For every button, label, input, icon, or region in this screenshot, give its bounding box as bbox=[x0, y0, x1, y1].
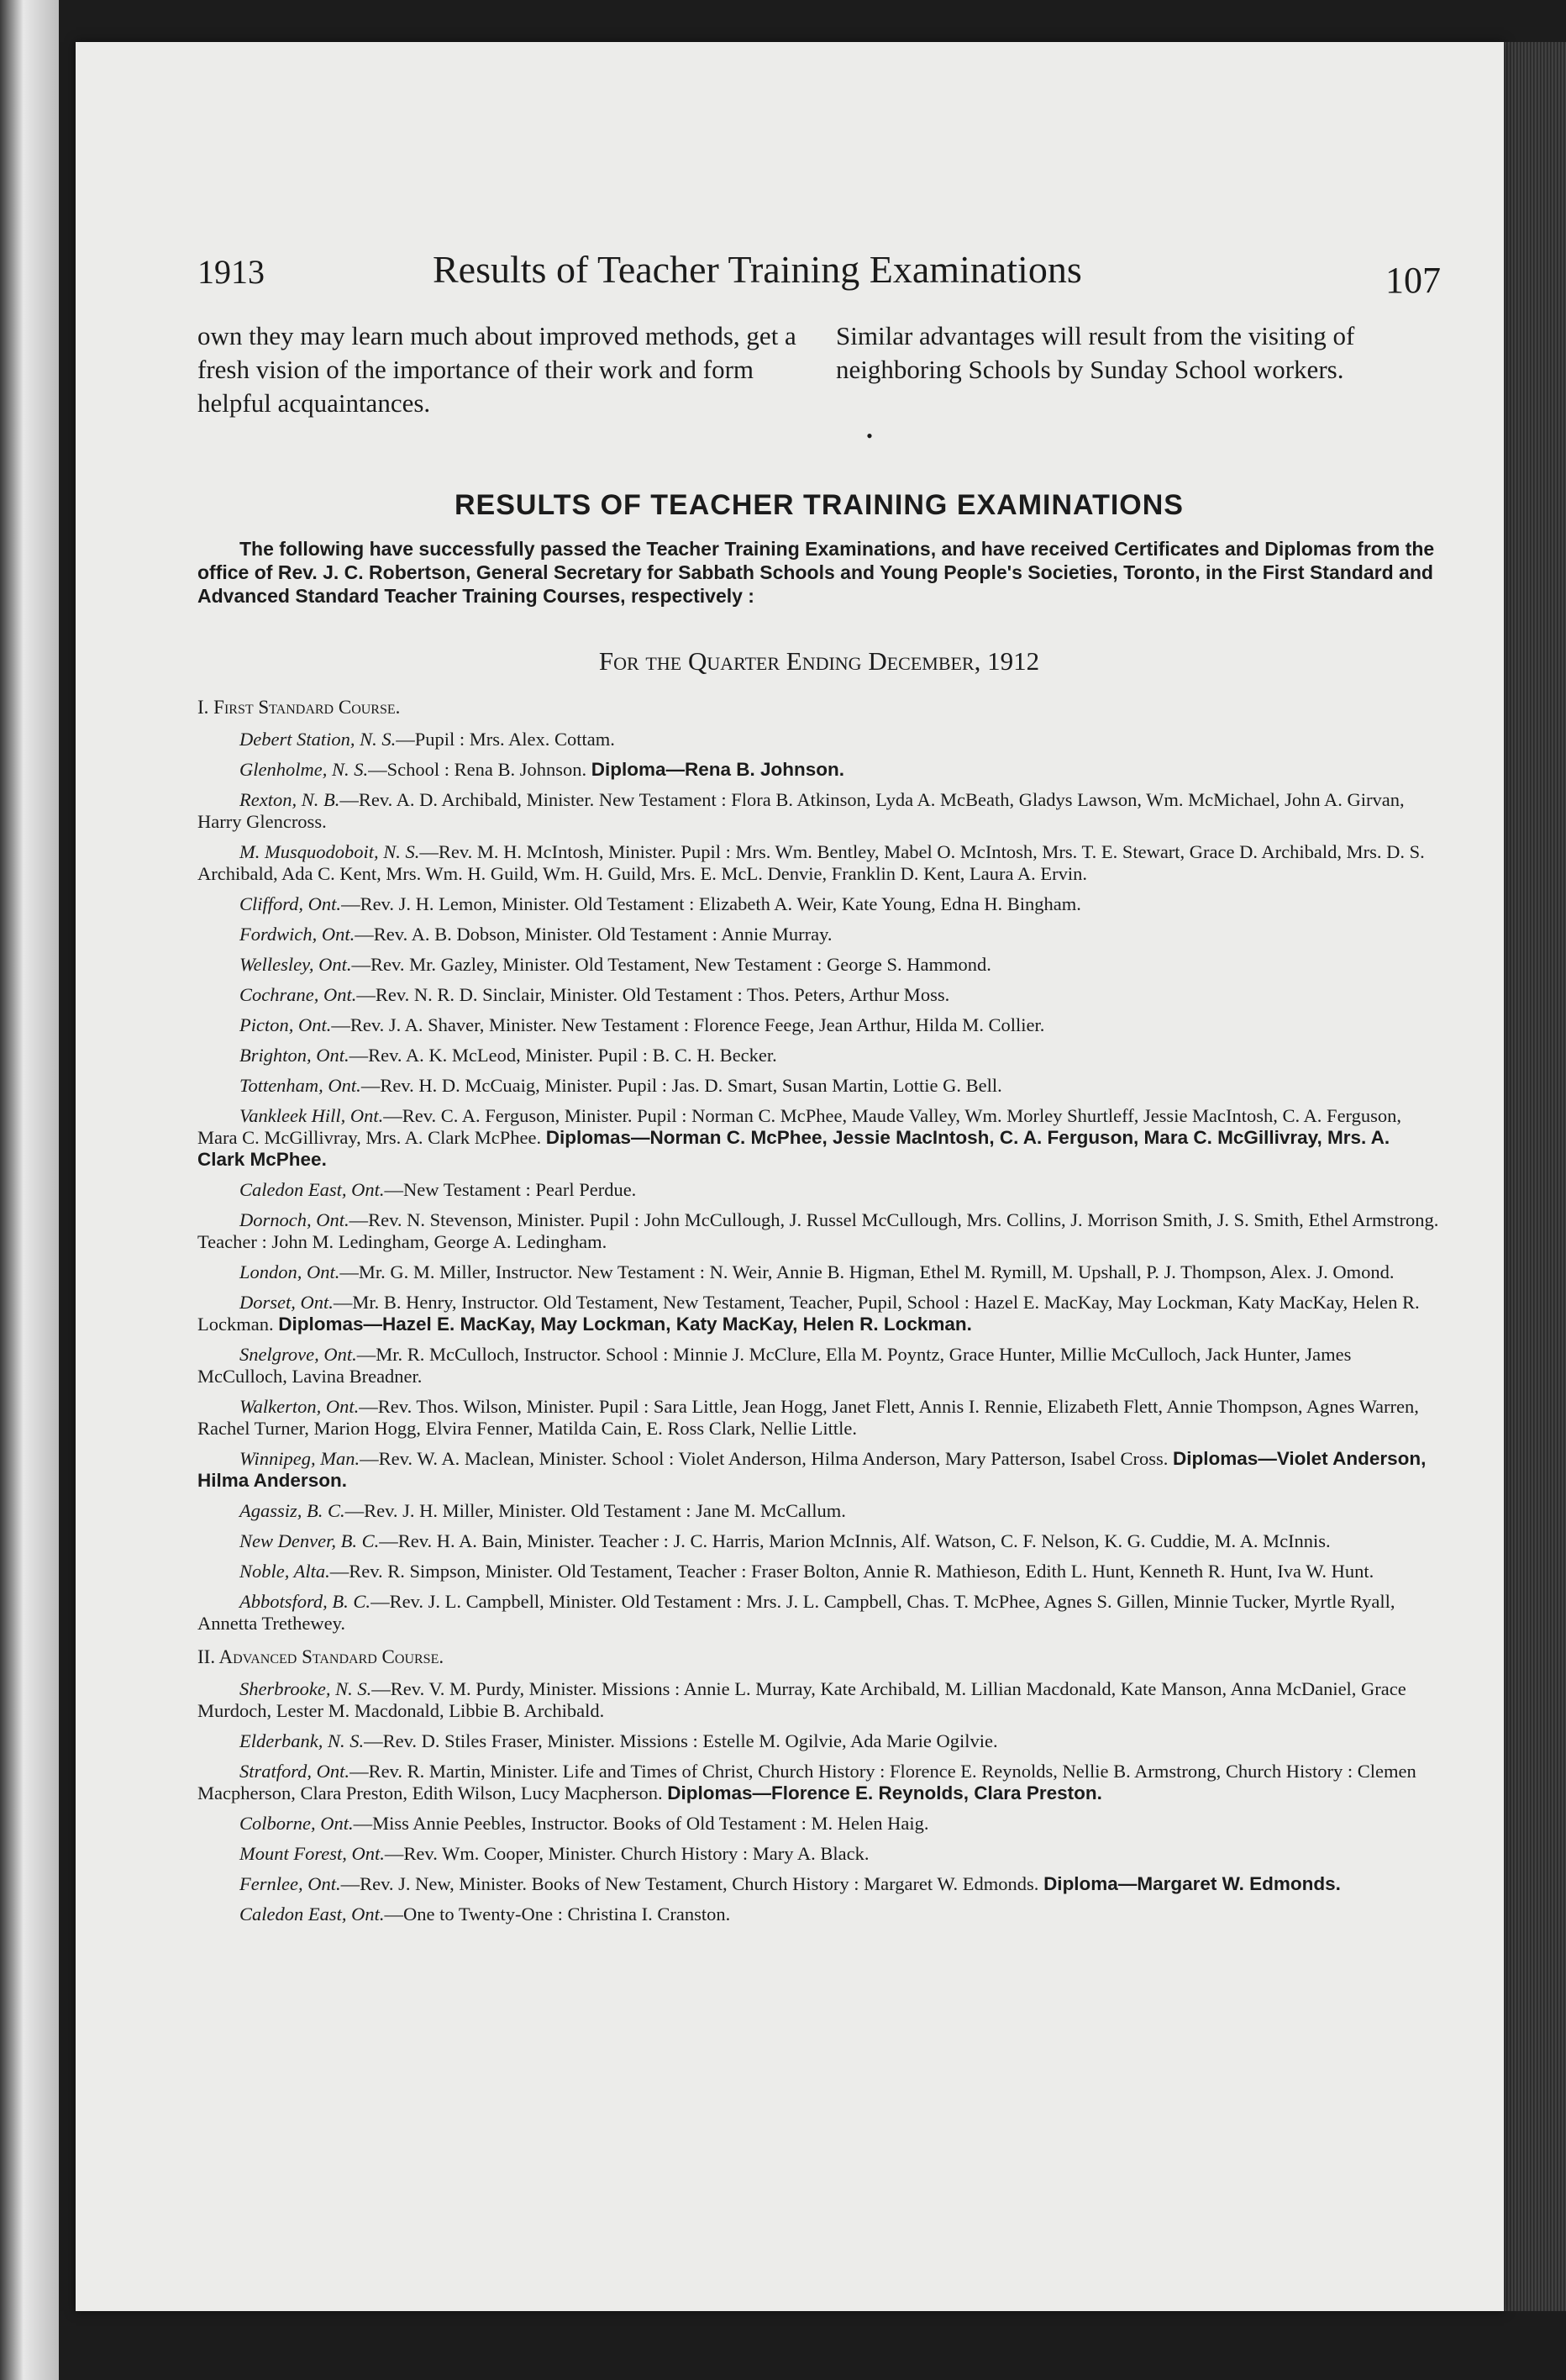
entry-place: London, Ont. bbox=[239, 1261, 340, 1282]
result-entry bbox=[197, 1396, 1441, 1440]
result-entry bbox=[197, 1261, 1441, 1283]
entry-text: —Pupil : Mrs. Alex. Cottam. bbox=[396, 729, 615, 750]
page-content bbox=[197, 244, 1441, 1934]
result-entry bbox=[197, 1813, 1441, 1835]
entry-place: M. Musquodoboit, N. S. bbox=[239, 841, 420, 862]
entry-place: Mount Forest, Ont. bbox=[239, 1843, 385, 1864]
entry-text: —Rev. N. R. D. Sinclair, Minister. Old Testament : Thos. Peters, Arthur Moss. bbox=[356, 984, 950, 1005]
results-heading: RESULTS OF TEACHER TRAINING EXAMINATIONS bbox=[455, 489, 1184, 521]
entry-place: New Denver, B. C. bbox=[239, 1530, 380, 1551]
result-entry bbox=[197, 1075, 1441, 1097]
result-entry bbox=[197, 1873, 1441, 1895]
entry-text: —Rev. N. Stevenson, Minister. Pupil : John McCullough, J. Russel McCullough, Mrs. Collins, J. Morrison Smith, J. S. Smith, Ethel Armstrong. Teacher : John M. Ledingham, George A. Ledingham. bbox=[197, 1209, 1439, 1252]
book-page bbox=[76, 42, 1504, 2311]
entry-place: Abbotsford, B. C. bbox=[239, 1591, 371, 1612]
entry-place: Agassiz, B. C. bbox=[239, 1500, 345, 1521]
result-entry bbox=[197, 1045, 1441, 1066]
section-heading: II. Advanced Standard Course. bbox=[197, 1646, 444, 1667]
entry-text: —Rev. H. D. McCuaig, Minister. Pupil : Jas. D. Smart, Susan Martin, Lottie G. Bell. bbox=[360, 1075, 1002, 1096]
result-entry bbox=[197, 1530, 1441, 1552]
result-entry bbox=[197, 1591, 1441, 1635]
entry-place: Brighton, Ont. bbox=[239, 1045, 349, 1066]
entry-place: Winnipeg, Man. bbox=[239, 1448, 360, 1469]
entry-text: —Rev. A. B. Dobson, Minister. Old Testament : Annie Murray. bbox=[355, 924, 833, 945]
result-entry bbox=[197, 1500, 1441, 1522]
entry-text: —Miss Annie Peebles, Instructor. Books of Old Testament : M. Helen Haig. bbox=[353, 1813, 929, 1834]
entry-place: Vankleek Hill, Ont. bbox=[239, 1105, 384, 1126]
entry-place: Stratford, Ont. bbox=[239, 1761, 350, 1782]
entry-place: Debert Station, N. S. bbox=[239, 729, 397, 750]
result-entry bbox=[197, 841, 1441, 885]
entry-text: —Mr. R. McCulloch, Instructor. School : Minnie J. McClure, Ella M. Poyntz, Grace Hunter, Millie McCulloch, Jack Hunter, James McCulloch, Lavina Breadner. bbox=[197, 1344, 1352, 1387]
result-entry bbox=[197, 759, 1441, 781]
entry-place: Fernlee, Ont. bbox=[239, 1873, 341, 1894]
entry-place: Noble, Alta. bbox=[239, 1561, 330, 1582]
entry-text: —Rev. J. L. Campbell, Minister. Old Testament : Mrs. J. L. Campbell, Chas. T. McPhee, Agnes S. Gillen, Minnie Tucker, Myrtle Ryall, Annetta Trethewey. bbox=[197, 1591, 1395, 1634]
entry-diploma: Diplomas—Florence E. Reynolds, Clara Preston. bbox=[667, 1782, 1102, 1803]
entry-text: —School : Rena B. Johnson. bbox=[368, 759, 587, 780]
entry-text: —Rev. M. H. McIntosh, Minister. Pupil : Mrs. Wm. Bentley, Mabel O. McIntosh, Mrs. T. E. Stewart, Grace D. Archibald, Mrs. D. S. Archibald, Ada C. Kent, Mrs. Wm. H. Guild, Wm. H. Guild, Mrs. E. McL. Denvie, Franklin D. Kent, Laura A. Ervin. bbox=[197, 841, 1425, 884]
entry-text: —Rev. R. Martin, Minister. Life and Times of Christ, Church History : Florence E. Reynolds, Nellie B. Armstrong, Church History : Clemen Macpherson, Clara Preston, Edith Wilson, Lucy Macpherson. bbox=[197, 1761, 1416, 1803]
entry-place: Picton, Ont. bbox=[239, 1014, 332, 1035]
entry-place: Walkerton, Ont. bbox=[239, 1396, 360, 1417]
entry-place: Rexton, N. B. bbox=[239, 789, 340, 810]
result-entry bbox=[197, 1761, 1441, 1804]
results-intro: The following have successfully passed the Teacher Training Examinations, and have received Certificates and Diplomas from the office of Rev. J. C. Robertson, General Secretary for Sabbath Schools and Young People's Societies, Toronto, in the First Standard and Advanced Standard Teacher Training Courses, respectively : bbox=[197, 538, 1435, 607]
result-entry bbox=[197, 954, 1441, 976]
entry-place: Glenholme, N. S. bbox=[239, 759, 369, 780]
entry-place: Clifford, Ont. bbox=[239, 893, 342, 914]
result-entry bbox=[197, 1105, 1441, 1171]
entry-text: —New Testament : Pearl Perdue. bbox=[384, 1179, 637, 1200]
entry-place: Sherbrooke, N. S. bbox=[239, 1678, 372, 1699]
result-entry bbox=[197, 984, 1441, 1006]
quarter-heading: For the Quarter Ending December, 1912 bbox=[598, 646, 1040, 676]
result-entry bbox=[197, 1678, 1441, 1722]
page-number: 107 bbox=[1385, 260, 1441, 301]
entry-place: Caledon East, Ont. bbox=[239, 1179, 385, 1200]
result-entry bbox=[197, 1448, 1441, 1492]
entry-text: —Rev. A. K. McLeod, Minister. Pupil : B. C. H. Becker. bbox=[349, 1045, 777, 1066]
header-title: Results of Teacher Training Examinations bbox=[433, 248, 1082, 291]
left-column-text: own they may learn much about improved methods, get a fresh vision of the importance of their work and form helpful acquaintances. bbox=[197, 321, 796, 418]
result-entry bbox=[197, 1903, 1441, 1925]
entry-text: —Rev. D. Stiles Fraser, Minister. Missions : Estelle M. Ogilvie, Ada Marie Ogilvie. bbox=[364, 1730, 998, 1751]
entry-diploma: Diplomas—Hazel E. MacKay, May Lockman, Katy MacKay, Helen R. Lockman. bbox=[278, 1314, 972, 1335]
result-entry bbox=[197, 1209, 1441, 1253]
entry-place: Dornoch, Ont. bbox=[239, 1209, 349, 1230]
entry-text: —Rev. Mr. Gazley, Minister. Old Testament, New Testament : George S. Hammond. bbox=[351, 954, 991, 975]
entry-text: —Mr. B. Henry, Instructor. Old Testament, New Testament, Teacher, Pupil, School : Hazel E. MacKay, May Lockman, Katy MacKay, Helen R. Lockman. bbox=[197, 1292, 1420, 1335]
result-entry bbox=[197, 789, 1441, 833]
result-entry bbox=[197, 1344, 1441, 1387]
result-entry bbox=[197, 924, 1441, 945]
book-left-edge bbox=[0, 0, 59, 2380]
entry-place: Dorset, Ont. bbox=[239, 1292, 334, 1313]
entry-text: —Rev. C. A. Ferguson, Minister. Pupil : Norman C. McPhee, Maude Valley, Wm. Morley Shurtleff, Jessie MacIntosh, C. A. Ferguson, Mara C. McGillivray, Mrs. A. Clark McPhee. bbox=[197, 1105, 1402, 1148]
results-sections bbox=[197, 697, 1441, 1925]
entry-text: —Rev. J. H. Miller, Minister. Old Testament : Jane M. McCallum. bbox=[344, 1500, 846, 1521]
entry-text: —Rev. J. New, Minister. Books of New Testament, Church History : Margaret W. Edmonds. bbox=[340, 1873, 1039, 1894]
header-year: 1913 bbox=[197, 253, 265, 291]
entry-text: —Rev. J. A. Shaver, Minister. New Testament : Florence Feege, Jean Arthur, Hilda M. Collier. bbox=[331, 1014, 1045, 1035]
entry-text: —Rev. V. M. Purdy, Minister. Missions : Annie L. Murray, Kate Archibald, M. Lillian Macdonald, Kate Manson, Anna McDaniel, Grace Murdoch, Lester M. Macdonald, Libbie B. Archibald. bbox=[197, 1678, 1406, 1721]
intro-columns bbox=[197, 319, 1441, 420]
entry-text: —Rev. W. A. Maclean, Minister. School : Violet Anderson, Hilma Anderson, Mary Patterson, Isabel Cross. bbox=[360, 1448, 1169, 1469]
entry-place: Elderbank, N. S. bbox=[239, 1730, 365, 1751]
right-column-text: Similar advantages will result from the visiting of neighboring Schools by Sunday School workers. bbox=[836, 321, 1355, 384]
entry-diploma: Diplomas—Violet Anderson, Hilma Anderson. bbox=[197, 1448, 1427, 1491]
entry-place: Fordwich, Ont. bbox=[239, 924, 355, 945]
entry-place: Snelgrove, Ont. bbox=[239, 1344, 357, 1365]
entry-text: —Rev. A. D. Archibald, Minister. New Testament : Flora B. Atkinson, Lyda A. McBeath, Gladys Lawson, Wm. McMichael, John A. Girvan, Harry Glencross. bbox=[197, 789, 1405, 832]
entry-place: Cochrane, Ont. bbox=[239, 984, 357, 1005]
entry-text: —One to Twenty-One : Christina I. Cranston. bbox=[384, 1903, 731, 1925]
result-entry bbox=[197, 893, 1441, 915]
section-bullet: • bbox=[866, 425, 873, 446]
entry-place: Wellesley, Ont. bbox=[239, 954, 352, 975]
result-entry bbox=[197, 1843, 1441, 1865]
entry-place: Caledon East, Ont. bbox=[239, 1903, 385, 1925]
result-entry bbox=[197, 729, 1441, 750]
entry-text: —Mr. G. M. Miller, Instructor. New Testament : N. Weir, Annie B. Higman, Ethel M. Rymill, M. Upshall, P. J. Thompson, Alex. J. Omond. bbox=[339, 1261, 1395, 1282]
entry-place: Colborne, Ont. bbox=[239, 1813, 354, 1834]
result-entry bbox=[197, 1014, 1441, 1036]
entry-text: —Rev. Thos. Wilson, Minister. Pupil : Sara Little, Jean Hogg, Janet Flett, Annis I. Rennie, Elizabeth Flett, Annie Thompson, Agnes Warren, Rachel Turner, Marion Hogg, Elvira Fenner, Matilda Cain, E. Ross Clark, Nellie Little. bbox=[197, 1396, 1419, 1439]
entry-diploma: Diploma—Rena B. Johnson. bbox=[591, 759, 845, 780]
entry-text: —Rev. R. Simpson, Minister. Old Testament, Teacher : Fraser Bolton, Annie R. Mathieson, Edith L. Hunt, Kenneth R. Hunt, Iva W. Hunt. bbox=[329, 1561, 1374, 1582]
result-entry bbox=[197, 1292, 1441, 1335]
result-entry bbox=[197, 1730, 1441, 1752]
entry-place: Tottenham, Ont. bbox=[239, 1075, 361, 1096]
entry-text: —Rev. J. H. Lemon, Minister. Old Testament : Elizabeth A. Weir, Kate Young, Edna H. Bingham. bbox=[341, 893, 1081, 914]
entry-diploma: Diploma—Margaret W. Edmonds. bbox=[1043, 1873, 1341, 1894]
running-header bbox=[197, 244, 1441, 311]
book-right-edge bbox=[1504, 42, 1566, 2311]
entry-diploma: Diplomas—Norman C. McPhee, Jessie MacIntosh, C. A. Ferguson, Mara C. McGillivray, Mrs. A. Clark McPhee. bbox=[197, 1127, 1390, 1170]
entry-text: —Rev. Wm. Cooper, Minister. Church History : Mary A. Black. bbox=[384, 1843, 870, 1864]
section-heading: I. First Standard Course. bbox=[197, 697, 401, 718]
result-entry bbox=[197, 1179, 1441, 1201]
entry-text: —Rev. H. A. Bain, Minister. Teacher : J. C. Harris, Marion McInnis, Alf. Watson, C. F. Nelson, K. G. Cuddie, M. A. McInnis. bbox=[379, 1530, 1331, 1551]
result-entry bbox=[197, 1561, 1441, 1582]
